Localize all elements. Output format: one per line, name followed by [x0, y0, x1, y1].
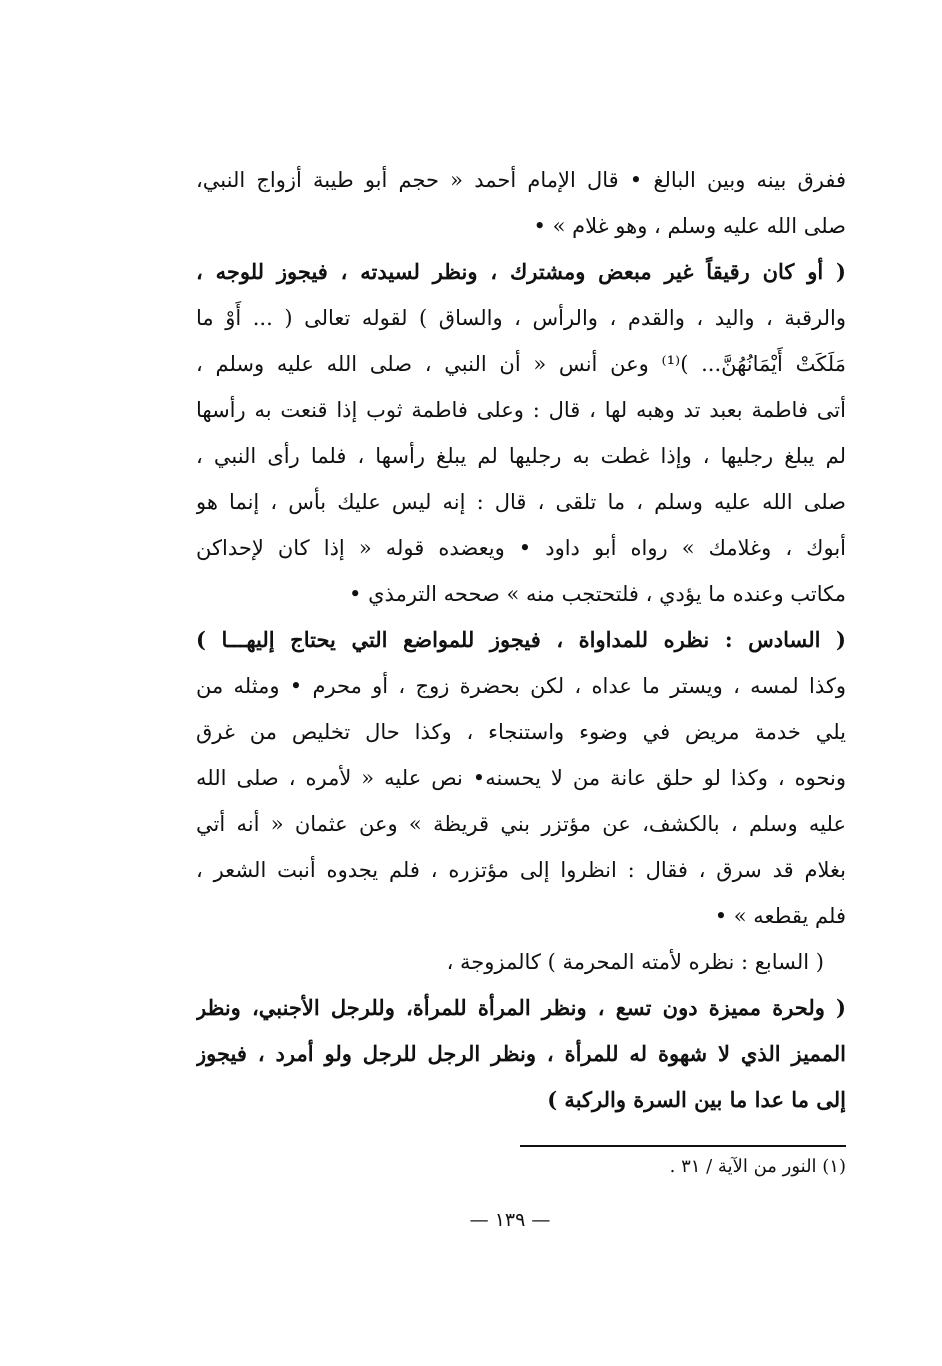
text-line: مَلَكَتْ أَيْمَانُهُنَّ... )⁽¹⁾ وعن أنس « أن النبي ، صلى الله عليه وسلم ، [196, 352, 846, 376]
text-line: إلى ما عدا ما بين السرة والركبة ) [547, 1087, 846, 1112]
text-line: ( ولحرة مميزة دون تسع ، ونظر المرأة للمرأة، وللرجل الأجنبي، ونظر [196, 995, 846, 1020]
text-line: وكذا لمسه ، ويستر ما عداه ، لكن بحضرة زوج ، أو محرم • ومثله من [196, 674, 846, 698]
text-line: لم يبلغ رجليها ، وإذا غطت به رجليها لم يبلغ رأسها ، فلما رأى النبي ، [196, 444, 846, 468]
text-line: المميز الذي لا شهوة له للمرأة ، ونظر الرجل للرجل ولو أمرد ، فيجوز [196, 1041, 846, 1066]
text-line: يلي خدمة مريض في وضوء واستنجاء ، وكذا حال تخليص من غرق [196, 720, 846, 744]
text-line: ( السابع : نظره لأمته المحرمة ) كالمزوجة ، [446, 950, 824, 974]
footnote: (١) النور من الآية / ٣١ . [669, 1156, 846, 1177]
text-line: صلى الله عليه وسلم ، ما تلقى ، قال : إنه ليس عليك بأس ، إنما هو [196, 490, 846, 514]
text-line: ( السادس : نظره للمداواة ، فيجوز للمواضع التي يحتاج إليهـــا ) [196, 627, 846, 652]
text-line: أبوك ، وغلامك » رواه أبو داود • ويعضده قوله « إذا كان لإحداكن [196, 536, 846, 560]
text-line: فلم يقطعه » • [714, 904, 846, 928]
text-line: صلى الله عليه وسلم ، وهو غلام » • [533, 214, 846, 238]
text-line: ( أو كان رقيقاً غير مبعض ومشترك ، ونظر لسيدته ، فيجوز للوجه ، [196, 259, 846, 284]
text-line: أتى فاطمة بعبد تد وهبه لها ، قال : وعلى فاطمة ثوب إذا قنعت به رأسها [196, 398, 846, 422]
body-text [196, 157, 846, 1123]
footnote-separator [520, 1145, 846, 1147]
text-line: مكاتب وعنده ما يؤدي ، فلتحتجب منه » صححه الترمذي • [349, 582, 846, 606]
text-line: بغلام قد سرق ، فقال : انظروا إلى مؤتزره ، فلم يجدوه أنبت الشعر ، [196, 858, 846, 882]
text-line: عليه وسلم ، بالكشف، عن مؤتزر بني قريظة » وعن عثمان « أنه أتي [196, 812, 846, 836]
text-line: والرقبة ، واليد ، والقدم ، والرأس ، والساق ) لقوله تعالى ( ... أَوْ ما [196, 306, 846, 330]
text-line: ونحوه ، وكذا لو حلق عانة من لا يحسنه• نص عليه « لأمره ، صلى الله [196, 766, 846, 790]
text-line: ففرق بينه وبين البالغ • قال الإمام أحمد « حجم أبو طيبة أزواج النبي، [196, 168, 846, 192]
page-number: — ١٣٩ — [469, 1209, 551, 1231]
